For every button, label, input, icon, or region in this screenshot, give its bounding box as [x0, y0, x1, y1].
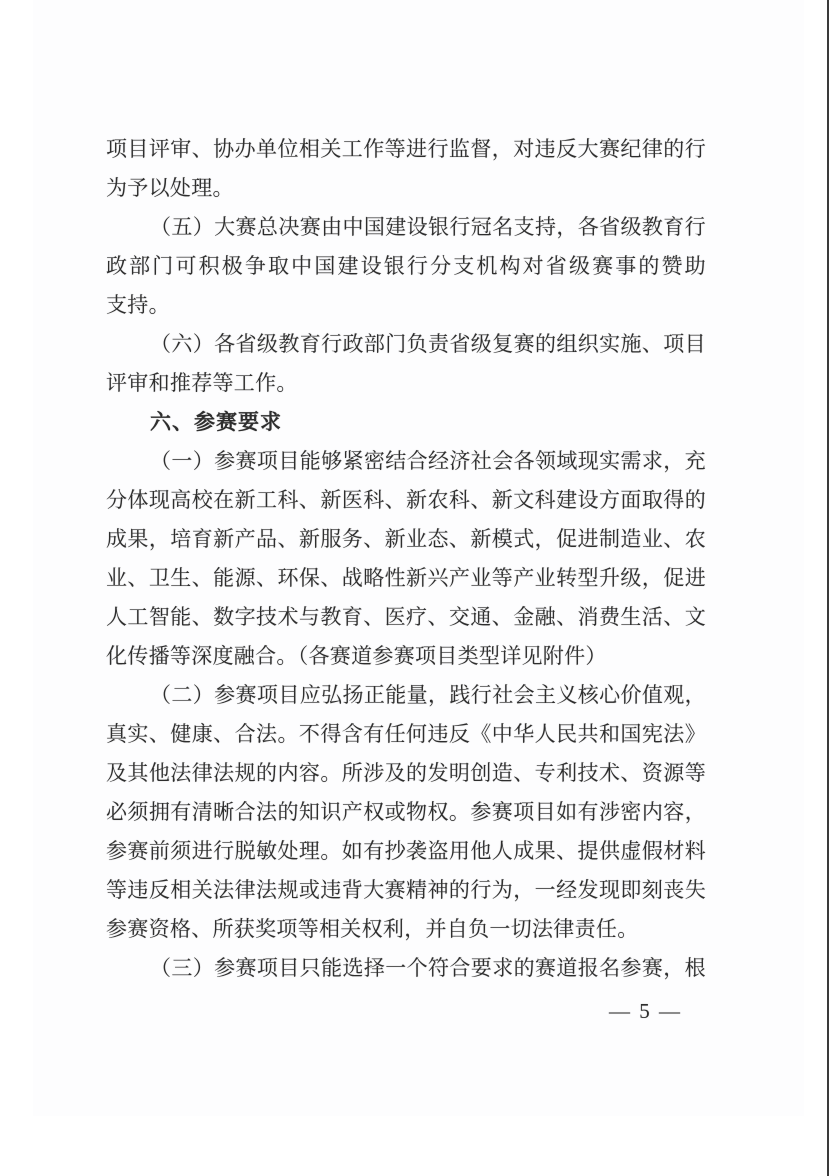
text-line: 项目评审、协办单位相关工作等进行监督，对违反大赛纪律的行 [106, 137, 706, 161]
text-line: 评审和推荐等工作。 [106, 371, 298, 395]
text-line: 等违反相关法律法规或违背大赛精神的行为，一经发现即刻丧失 [106, 878, 706, 902]
text-line: 政部门可积极争取中国建设银行分支机构对省级赛事的赞助 [106, 254, 706, 278]
text-line: （二）参赛项目应弘扬正能量，践行社会主义核心价值观， [150, 683, 706, 707]
text-line: 支持。 [106, 293, 170, 317]
text-line: 真实、健康、合法。不得含有任何违反《中华人民共和国宪法》 [106, 722, 706, 746]
text-block [106, 130, 706, 988]
text-line: （五）大赛总决赛由中国建设银行冠名支持，各省级教育行 [150, 215, 706, 239]
text-line: 业、卫生、能源、环保、战略性新兴产业等产业转型升级，促进 [106, 566, 706, 590]
text-line: 成果，培育新产品、新服务、新业态、新模式，促进制造业、农 [106, 527, 706, 551]
text-line: 为予以处理。 [106, 176, 234, 200]
scan-edge-line [827, 0, 829, 1176]
text-line: 化传播等深度融合。（各赛道参赛项目类型详见附件） [106, 644, 607, 668]
text-line: 及其他法律法规的内容。所涉及的发明创造、专利技术、资源等 [106, 761, 706, 785]
text-line: （六）各省级教育行政部门负责省级复赛的组织实施、项目 [150, 332, 706, 356]
text-line: 必须拥有清晰合法的知识产权或物权。参赛项目如有涉密内容， [106, 800, 706, 824]
page-number: — 5 — [609, 999, 682, 1023]
text-line: 参赛资格、所获奖项等相关权利，并自负一切法律责任。 [106, 917, 639, 941]
text-line: （一）参赛项目能够紧密结合经济社会各领域现实需求，充 [150, 449, 706, 473]
text-line: （三）参赛项目只能选择一个符合要求的赛道报名参赛，根 [150, 956, 706, 980]
section-heading: 六、参赛要求 [150, 410, 282, 434]
text-line: 人工智能、数字技术与教育、医疗、交通、金融、消费生活、文 [106, 605, 706, 629]
text-line: 分体现高校在新工科、新医科、新农科、新文科建设方面取得的 [106, 488, 706, 512]
text-line: 参赛前须进行脱敏处理。如有抄袭盗用他人成果、提供虚假材料 [106, 839, 706, 863]
